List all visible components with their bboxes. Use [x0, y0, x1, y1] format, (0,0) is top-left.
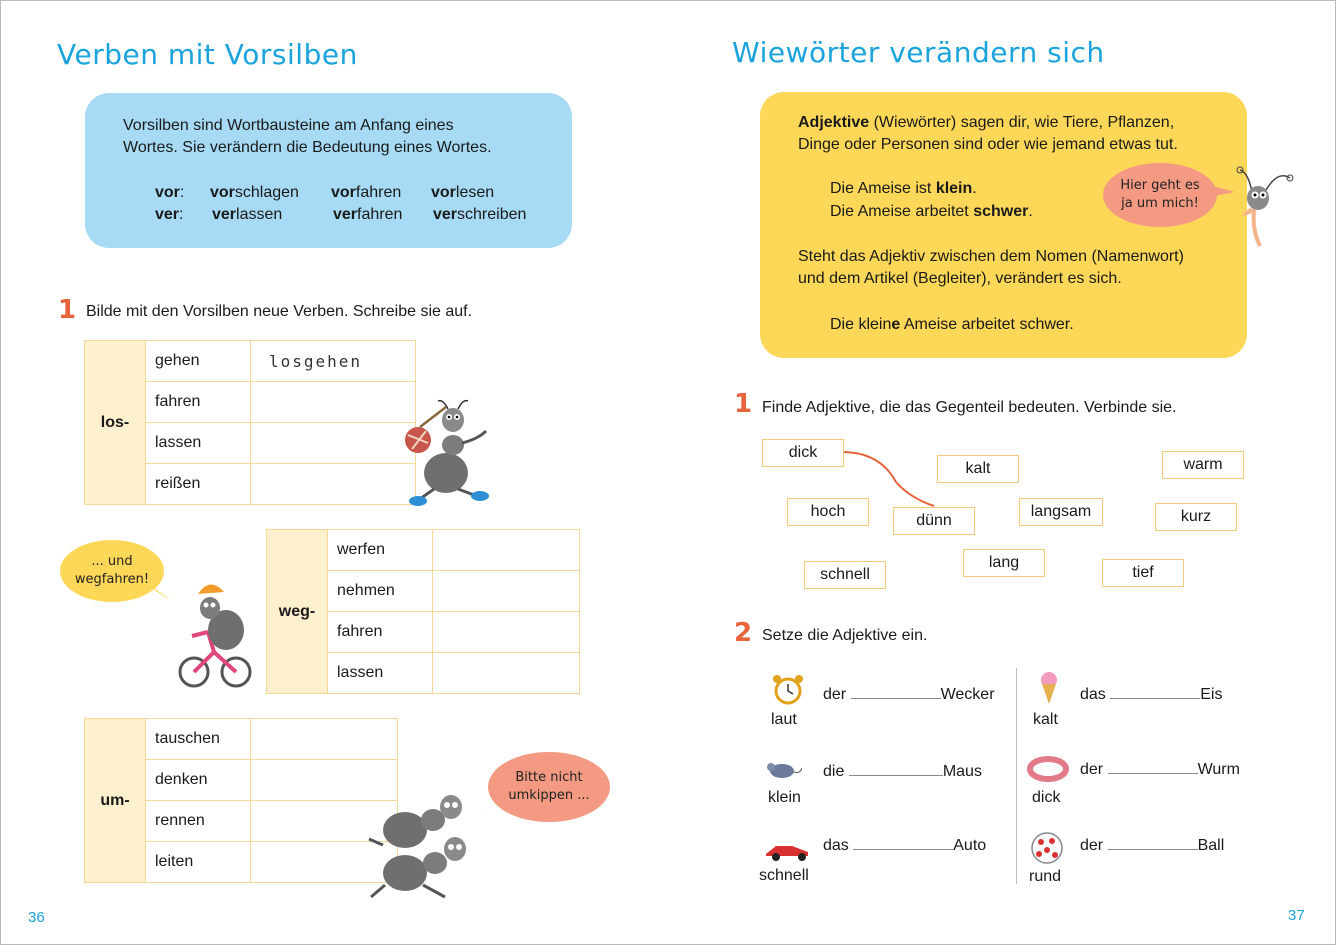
ant-peeking-illustration: [1234, 162, 1298, 250]
task1-left-number: 1: [58, 295, 77, 325]
adj-label-klein: klein: [768, 789, 801, 806]
word-card-kurz[interactable]: kurz: [1155, 503, 1237, 531]
ver-word-2: verfahren: [333, 206, 403, 223]
ball-icon: [1030, 831, 1064, 865]
table-los: [84, 340, 416, 505]
answer-blank[interactable]: [851, 698, 941, 699]
prefix-weg: weg-: [267, 530, 328, 694]
fill-row-ball: der Ball: [1080, 837, 1225, 854]
adj-label-laut: laut: [771, 711, 797, 728]
verb-cell: rennen: [146, 801, 251, 842]
table-um: [84, 718, 398, 883]
page-number-left: 36: [28, 909, 45, 926]
fill-row-wecker: der Wecker: [823, 686, 995, 703]
adj-label-dick: dick: [1032, 789, 1061, 806]
word-card-warm[interactable]: warm: [1162, 451, 1244, 479]
ice-cream-icon: [1037, 670, 1061, 706]
vor-word-2: vorfahren: [331, 184, 402, 201]
verb-cell: gehen: [146, 341, 251, 382]
alarm-clock-icon: [770, 674, 806, 706]
task2-right-text: Setze die Adjektive ein.: [762, 627, 928, 644]
info-line-2: Wortes. Sie verändern die Bedeutung eines Wortes.: [123, 139, 492, 156]
info-line-1: Vorsilben sind Wortbausteine am Anfang eines: [123, 117, 454, 134]
ver-row: ver:: [155, 206, 184, 223]
word-card-schnell[interactable]: schnell: [804, 561, 886, 589]
verb-cell: lassen: [146, 423, 251, 464]
speech-bubble-um: Bitte nicht umkippen ...: [488, 752, 610, 822]
ver-word-1: verlassen: [212, 206, 283, 223]
word-card-hoch[interactable]: hoch: [787, 498, 869, 526]
worm-icon: [1026, 754, 1070, 782]
answer-cell[interactable]: [251, 423, 416, 464]
fill-row-wurm: der Wurm: [1080, 761, 1240, 778]
speech-bubble-weg: ... und wegfahren!: [60, 540, 164, 602]
word-card-langsam[interactable]: langsam: [1019, 498, 1103, 526]
verb-cell: fahren: [146, 382, 251, 423]
column-divider: [1016, 668, 1017, 884]
example-answer: losgehen: [251, 341, 416, 382]
word-card-dick[interactable]: dick: [762, 439, 844, 467]
word-card-tief[interactable]: tief: [1102, 559, 1184, 587]
two-ants-illustration: [365, 785, 495, 903]
answer-cell[interactable]: [251, 719, 398, 760]
example-1: Die Ameise ist klein.: [830, 180, 977, 197]
word-card-duenn[interactable]: dünn: [893, 507, 975, 535]
task2-right-number: 2: [734, 618, 753, 648]
fill-row-auto: das Auto: [823, 837, 987, 854]
word-card-kalt[interactable]: kalt: [937, 455, 1019, 483]
adj-label-schnell: schnell: [759, 867, 809, 884]
answer-blank[interactable]: [853, 849, 953, 850]
answer-cell[interactable]: [251, 464, 416, 505]
verb-cell: fahren: [328, 612, 433, 653]
ant-traveler-illustration: [398, 395, 498, 513]
bubble-tail: [478, 800, 502, 816]
info-line-4: und dem Artikel (Begleiter), verändert es sich.: [798, 270, 1122, 287]
fill-row-eis: das Eis: [1080, 686, 1223, 703]
info-line-3: Steht das Adjektiv zwischen dem Nomen (Namenwort): [798, 248, 1184, 265]
example-3: Die kleine Ameise arbeitet schwer.: [830, 316, 1074, 333]
left-page-title: Verben mit Vorsilben: [57, 38, 358, 71]
fill-row-maus: die Maus: [823, 763, 982, 780]
task1-right-number: 1: [734, 389, 753, 419]
adj-label-rund: rund: [1029, 868, 1062, 885]
bubble-tail: [150, 585, 174, 605]
page-number-right: 37: [1288, 907, 1305, 924]
answer-cell[interactable]: [433, 530, 580, 571]
race-car-icon: [762, 838, 814, 862]
example-2: Die Ameise arbeitet schwer.: [830, 203, 1033, 220]
adj-label-kalt: kalt: [1033, 711, 1058, 728]
right-page-title: Wiewörter verändern sich: [732, 36, 1105, 69]
vor-row: vor:: [155, 184, 185, 201]
task1-right-text: Finde Adjektive, die das Gegenteil bedeuten. Verbinde sie.: [762, 399, 1177, 416]
answer-blank[interactable]: [849, 775, 943, 776]
info-line-2: Dinge oder Personen sind oder wie jemand etwas tut.: [798, 136, 1178, 153]
word-card-lang[interactable]: lang: [963, 549, 1045, 577]
answer-blank[interactable]: [1108, 773, 1198, 774]
verb-cell: tauschen: [146, 719, 251, 760]
answer-cell[interactable]: [433, 612, 580, 653]
info-line-1: Adjektive (Wiewörter) sagen dir, wie Tiere, Pflanzen,: [798, 114, 1175, 131]
table-weg: [266, 529, 580, 694]
verb-cell: werfen: [328, 530, 433, 571]
speech-bubble-ant: Hier geht es ja um mich!: [1103, 163, 1217, 227]
verb-cell: denken: [146, 760, 251, 801]
answer-cell[interactable]: [433, 653, 580, 694]
answer-cell[interactable]: [433, 571, 580, 612]
mouse-icon: [762, 758, 802, 782]
vorsilben-info-box: [85, 93, 572, 248]
task1-left-text: Bilde mit den Vorsilben neue Verben. Schreibe sie auf.: [86, 303, 473, 320]
verb-cell: lassen: [328, 653, 433, 694]
prefix-los: los-: [85, 341, 146, 505]
ver-label: ver: [155, 206, 180, 223]
answer-blank[interactable]: [1108, 849, 1198, 850]
verb-cell: nehmen: [328, 571, 433, 612]
verb-cell: leiten: [146, 842, 251, 883]
verb-cell: reißen: [146, 464, 251, 505]
answer-blank[interactable]: [1110, 698, 1200, 699]
vor-label: vor: [155, 184, 180, 201]
answer-cell[interactable]: [251, 382, 416, 423]
ver-word-3: verschreiben: [433, 206, 527, 223]
ant-cyclist-illustration: [178, 572, 258, 690]
prefix-um: um-: [85, 719, 146, 883]
vor-word-1: vorschlagen: [210, 184, 299, 201]
vor-word-3: vorlesen: [431, 184, 495, 201]
